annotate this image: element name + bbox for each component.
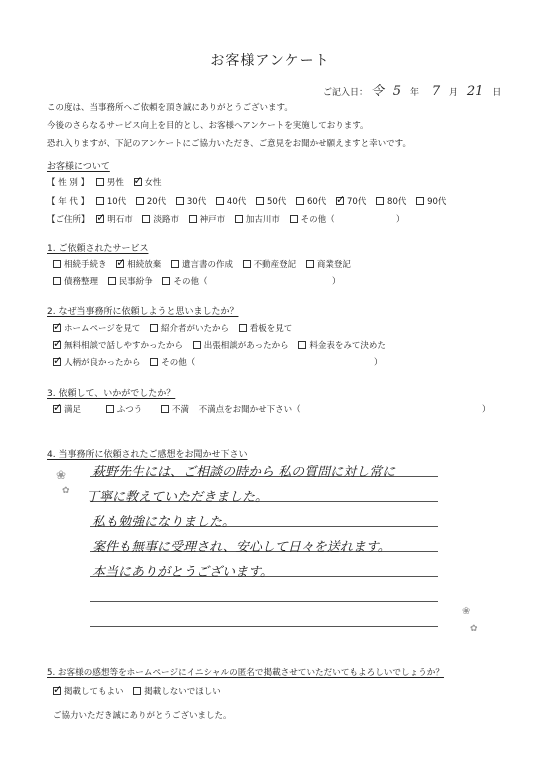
comment-line-4: 案件も無事に受理され、安心して日々を送れます。 — [92, 540, 391, 555]
gender-option-female[interactable]: ✓ 女性 — [134, 176, 162, 188]
ruled-line — [90, 601, 438, 602]
rating-option-average[interactable]: ふつう — [106, 403, 143, 415]
age-option-20[interactable]: 20代 — [136, 195, 166, 207]
service-option-will[interactable]: 遺言書の作成 — [171, 258, 233, 270]
age-option-50[interactable]: 50代 — [256, 195, 286, 207]
reason-option-signboard[interactable]: 看板を見て — [239, 322, 293, 334]
address-label: 【ご住所】 — [47, 215, 90, 225]
age-row — [47, 195, 453, 207]
q1-close-paren: ） — [332, 277, 341, 287]
reason-option-other[interactable]: その他（ — [150, 356, 195, 368]
date-day-unit: 日 — [492, 88, 502, 98]
leaf-decoration-icon: ✿ — [62, 486, 70, 496]
checkbox[interactable] — [189, 215, 197, 223]
checkbox[interactable] — [290, 215, 298, 223]
address-close-paren: ） — [396, 215, 405, 225]
gender-label: 【 性 別 】 — [47, 178, 90, 188]
checkbox[interactable] — [376, 197, 384, 205]
age-option-40[interactable]: 40代 — [216, 195, 246, 207]
checkbox[interactable] — [108, 277, 116, 285]
checkbox[interactable] — [162, 277, 170, 285]
profile-heading: お客様について — [47, 162, 110, 172]
service-option-inheritance-procedure[interactable]: 相続手続き — [53, 258, 107, 270]
checkbox[interactable] — [53, 260, 61, 268]
address-option-awaji[interactable]: 淡路市 — [142, 213, 179, 225]
checkbox[interactable] — [193, 341, 201, 349]
q2-row-1 — [53, 322, 299, 334]
comment-line-2: 丁寧に教えていただきました。 — [86, 490, 269, 505]
checkbox-checked[interactable] — [53, 324, 61, 332]
checkbox[interactable] — [136, 197, 144, 205]
q2-row-2 — [53, 339, 393, 351]
age-option-80[interactable]: 80代 — [376, 195, 406, 207]
date-era: 令 — [370, 84, 384, 99]
service-option-real-estate[interactable]: 不動産登記 — [243, 258, 297, 270]
service-option-other[interactable]: その他（ — [162, 275, 207, 287]
age-label: 【 年 代 】 — [47, 197, 90, 207]
date-year-unit: 年 — [409, 88, 419, 98]
q1-row-1 — [53, 258, 358, 270]
intro-line-2: 今後のさらなるサービス向上を目的とし、お客様へアンケートを実施しております。 — [47, 121, 369, 131]
checkbox[interactable] — [298, 341, 306, 349]
checkbox[interactable] — [142, 215, 150, 223]
age-option-10[interactable]: 10代 — [96, 195, 126, 207]
address-option-kakogawa[interactable]: 加古川市 — [235, 213, 280, 225]
checkbox[interactable] — [416, 197, 424, 205]
address-option-kobe[interactable]: 神戸市 — [189, 213, 226, 225]
intro-line-1: この度は、当事務所へご依頼を頂き誠にありがとうございます。 — [47, 103, 293, 113]
checkbox[interactable] — [106, 405, 114, 413]
service-option-commercial[interactable]: 商業登記 — [306, 258, 351, 270]
comment-line-5: 本当にありがとうございます。 — [92, 565, 273, 580]
q1-heading: 1. ご依頼されたサービス — [47, 244, 149, 254]
checkbox[interactable] — [176, 197, 184, 205]
checkbox[interactable] — [96, 178, 104, 186]
checkbox-checked[interactable] — [53, 405, 61, 413]
ruled-line — [90, 626, 438, 627]
flower-decoration-icon: ❀ — [56, 468, 67, 482]
q2-heading: 2. なぜ当事務所に依頼しようと思いましたか？ — [47, 307, 239, 317]
checkbox[interactable] — [243, 260, 251, 268]
date-label: ご記入日： — [323, 88, 369, 98]
date-year: 5 — [392, 84, 402, 99]
checkbox[interactable] — [150, 358, 158, 366]
checkbox-checked[interactable] — [53, 358, 61, 366]
gender-option-male[interactable]: 男性 — [96, 176, 124, 188]
checkbox[interactable] — [133, 687, 141, 695]
age-option-30[interactable]: 30代 — [176, 195, 206, 207]
age-option-60[interactable]: 60代 — [296, 195, 326, 207]
checkbox[interactable] — [96, 197, 104, 205]
checkbox[interactable] — [150, 324, 158, 332]
intro-line-3: 恐れ入りますが、下記のアンケートにご協力いただき、ご意見をお聞かせ願えますと幸いです。 — [47, 139, 411, 149]
reason-option-personality[interactable]: ✓人柄が良かったから — [53, 356, 141, 368]
flower-decoration-icon: ❀ — [462, 606, 471, 617]
publish-option-allow[interactable]: ✓掲載してもよい — [53, 685, 124, 697]
q2-close-paren: ） — [374, 358, 383, 368]
page-title: お客様アンケート — [210, 53, 330, 69]
service-option-debt[interactable]: 債務整理 — [53, 275, 98, 287]
reason-option-home-visit[interactable]: 出張相談があったから — [193, 339, 289, 351]
checkbox-checked[interactable] — [96, 215, 104, 223]
checkbox[interactable] — [256, 197, 264, 205]
rating-option-satisfied[interactable]: ✓満足 — [53, 403, 81, 415]
checkbox-checked[interactable] — [336, 197, 344, 205]
address-option-other[interactable]: その他（ — [290, 213, 335, 225]
q3-close-paren: ） — [482, 405, 491, 415]
checkbox[interactable] — [239, 324, 247, 332]
date-month: 7 — [431, 84, 441, 99]
q5-heading: 5. お客様の感想等をホームページにイニシャルの匿名で掲載させていただいてもよろしいでしょうか？ — [47, 668, 444, 678]
service-option-inheritance-renunciation[interactable]: ✓ 相続放棄 — [116, 258, 161, 270]
checkbox-checked[interactable] — [53, 341, 61, 349]
checkbox[interactable] — [216, 197, 224, 205]
service-option-civil-dispute[interactable]: 民事紛争 — [108, 275, 153, 287]
checkbox[interactable] — [53, 277, 61, 285]
checkbox[interactable] — [306, 260, 314, 268]
reason-option-fee-table[interactable]: 料金表をみて決めた — [298, 339, 386, 351]
date-day: 21 — [466, 84, 484, 99]
reason-option-homepage[interactable]: ✓ホームページを見て — [53, 322, 140, 334]
leaf-decoration-icon: ✿ — [470, 624, 478, 634]
publish-option-deny[interactable]: 掲載しないでほしい — [133, 685, 221, 697]
checkbox-checked[interactable] — [116, 260, 124, 268]
age-option-90[interactable]: 90代 — [416, 195, 446, 207]
q1-row-2 — [53, 275, 214, 287]
q4-heading: 4. 当事務所に依頼されたご感想をお聞かせ下さい — [47, 450, 248, 460]
checkbox[interactable] — [235, 215, 243, 223]
checkbox[interactable] — [161, 405, 169, 413]
gender-row — [47, 176, 169, 188]
dissatisfied-note: 不満点をお聞かせ下さい（ — [198, 405, 301, 415]
date-month-unit: 月 — [448, 88, 458, 98]
comment-line-1: 萩野先生には、ご相談の時から 私の質問に対し常に — [92, 465, 396, 480]
checkbox-checked[interactable] — [134, 178, 142, 186]
closing-message: ご協力いただき誠にありがとうございました。 — [53, 711, 232, 721]
q3-heading: 3. 依頼して、いかがでしたか？ — [47, 389, 176, 399]
entry-date — [323, 80, 501, 99]
checkbox[interactable] — [296, 197, 304, 205]
address-option-akashi[interactable]: ✓ 明石市 — [96, 213, 133, 225]
checkbox-checked[interactable] — [53, 687, 61, 695]
comment-line-3: 私も勉強になりました。 — [92, 515, 236, 530]
reason-option-free-consultation[interactable]: ✓無料相談で話しやすかったから — [53, 339, 183, 351]
reason-option-referral[interactable]: 紹介者がいたから — [150, 322, 229, 334]
address-row — [47, 213, 342, 225]
age-option-70[interactable]: ✓ 70代 — [336, 195, 366, 207]
q5-row — [53, 685, 228, 697]
q3-row — [53, 403, 301, 415]
rating-option-dissatisfied[interactable]: 不満 — [161, 403, 189, 415]
q2-row-3 — [53, 356, 202, 368]
checkbox[interactable] — [171, 260, 179, 268]
